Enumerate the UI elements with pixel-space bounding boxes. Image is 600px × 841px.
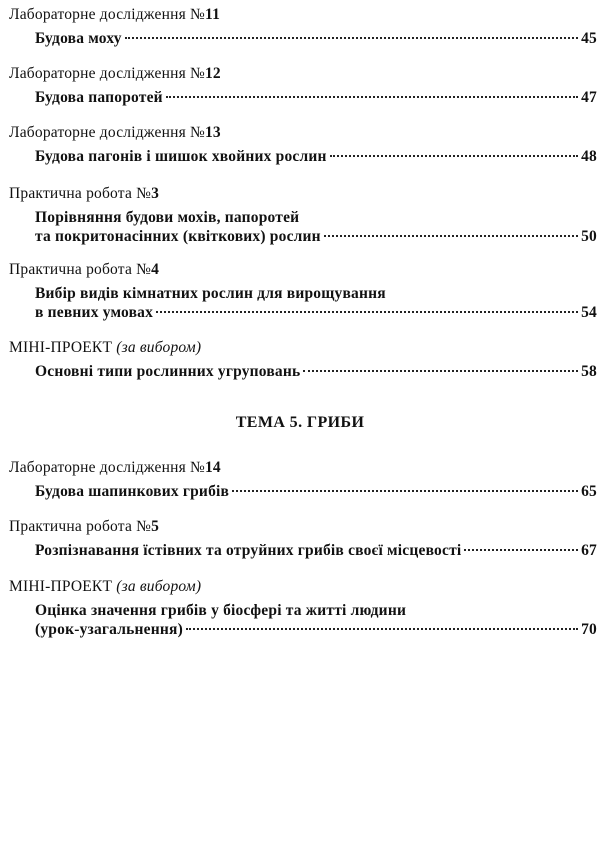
page-number: 54 [581, 304, 597, 321]
page-number: 50 [581, 228, 597, 245]
entry-title: Будова моху [35, 30, 122, 47]
heading-label: Практична робота № [9, 185, 152, 202]
heading-number: 5 [151, 518, 160, 535]
page-number: 45 [581, 30, 597, 47]
page-number: 65 [581, 483, 597, 500]
section-heading [9, 185, 159, 203]
toc-entry[interactable] [35, 88, 597, 107]
toc-entry[interactable] [35, 208, 597, 246]
toc-entry[interactable] [35, 29, 597, 48]
page-number: 48 [581, 148, 597, 165]
entry-title-line: Оцінка значення грибів у біосфері та житті людини [35, 602, 407, 619]
dot-leader [303, 370, 578, 372]
section-heading [9, 518, 159, 536]
entry-title: (урок-узагальнення) [35, 621, 183, 638]
dot-leader [232, 490, 578, 492]
toc-entry[interactable] [35, 541, 597, 560]
section-heading [9, 124, 221, 142]
section-heading [9, 339, 201, 357]
dot-leader [324, 235, 578, 237]
entry-title: Розпізнавання їстівних та отруйних грибів своєї місцевості [35, 542, 462, 559]
heading-number: 14 [204, 459, 221, 476]
dot-leader [166, 96, 578, 98]
entry-title: та покритонасінних (квіткових) рослин [35, 228, 321, 245]
heading-number: 13 [204, 124, 221, 141]
page-number: 58 [581, 363, 597, 380]
entry-title: Основні типи рослинних угруповань [35, 363, 301, 380]
toc-entry[interactable] [35, 482, 597, 501]
toc-entry[interactable] [35, 284, 597, 322]
toc-entry[interactable] [35, 362, 597, 381]
dot-leader [125, 37, 578, 39]
heading-label: Лабораторне дослідження № [9, 65, 205, 82]
entry-title: в певних умовах [35, 304, 154, 321]
heading-label: МІНІ-ПРОЕКТ [9, 339, 113, 356]
toc-entry[interactable] [35, 147, 597, 166]
page-number: 70 [581, 621, 597, 638]
dot-leader [464, 549, 578, 551]
section-heading [9, 6, 220, 24]
section-heading [9, 578, 201, 596]
heading-number: 12 [204, 65, 221, 82]
heading-label: Лабораторне дослідження № [9, 459, 205, 476]
section-heading [9, 261, 159, 279]
entry-title: Будова пагонів і шишок хвойних рослин [35, 148, 327, 165]
toc-entry[interactable] [35, 601, 597, 639]
entry-title-line: Вибір видів кімнатних рослин для вирощування [35, 285, 386, 302]
page-number: 47 [581, 89, 597, 106]
topic-title: ТЕМА 5. ГРИБИ [235, 414, 365, 431]
dot-leader [156, 311, 578, 313]
section-heading [9, 65, 221, 83]
page-number: 67 [581, 542, 597, 559]
dot-leader [186, 628, 578, 630]
heading-label: Лабораторне дослідження № [9, 6, 205, 23]
heading-label: Практична робота № [9, 518, 152, 535]
section-heading [9, 459, 221, 477]
entry-title-line: Порівняння будови мохів, папоротей [35, 209, 300, 226]
heading-note: (за вибором) [116, 339, 202, 356]
heading-label: Практична робота № [9, 261, 152, 278]
entry-title: Будова папоротей [35, 89, 163, 106]
heading-label: МІНІ-ПРОЕКТ [9, 578, 113, 595]
heading-note: (за вибором) [116, 578, 202, 595]
dot-leader [330, 155, 578, 157]
heading-number: 4 [151, 261, 160, 278]
heading-number: 11 [204, 6, 221, 23]
entry-title: Будова шапинкових грибів [35, 483, 230, 500]
heading-label: Лабораторне дослідження № [9, 124, 205, 141]
heading-number: 3 [151, 185, 160, 202]
